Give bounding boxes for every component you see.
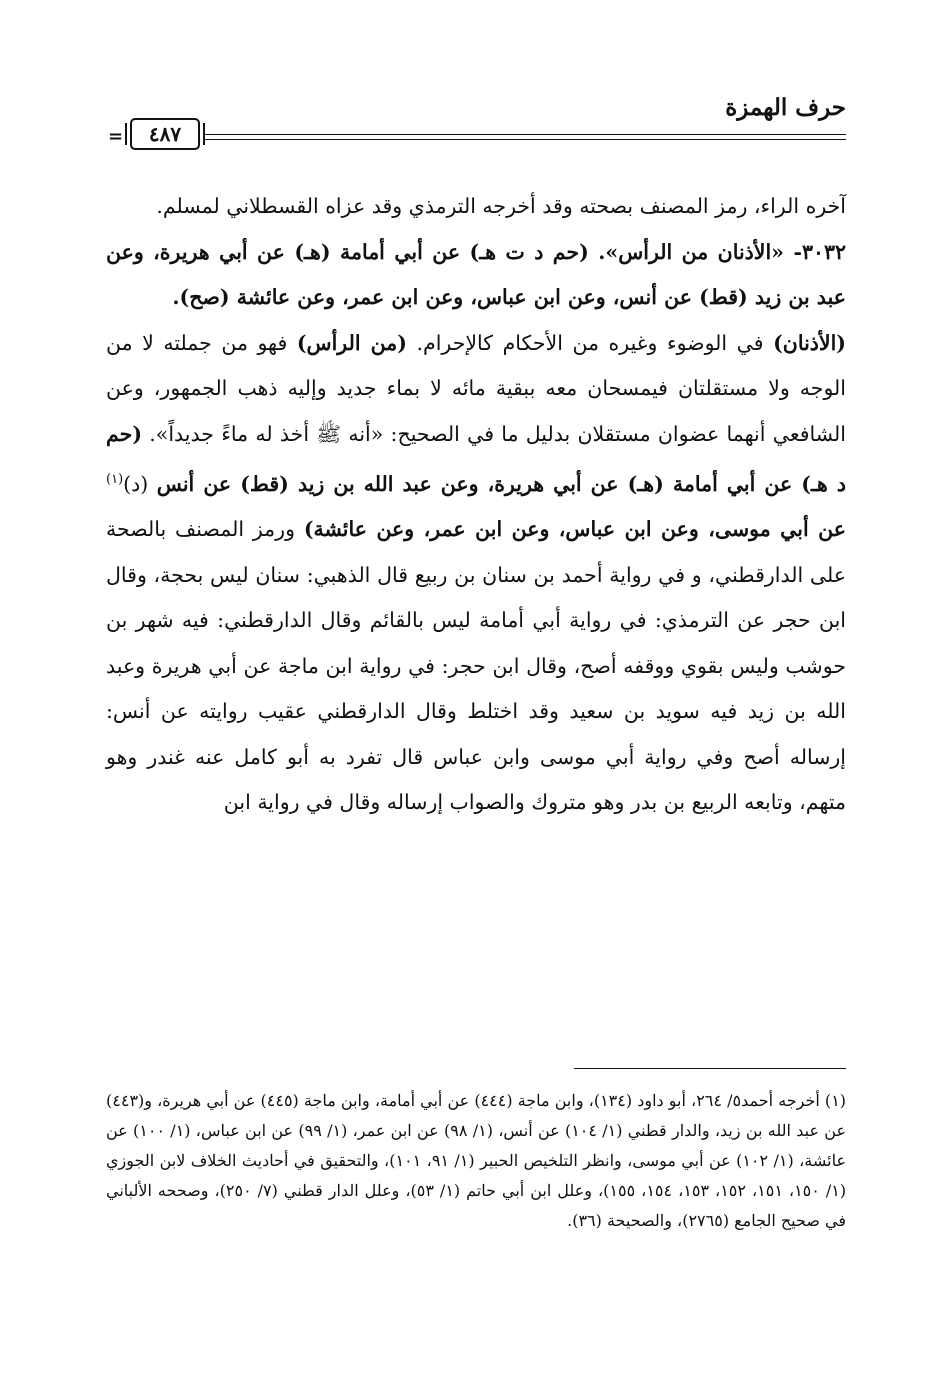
hadith-entry: ٣٠٣٢- «الأذنان من الرأس». (حم د ت هـ) عن أبي أمامة (هـ) عن أبي هريرة، وعن عبد بن زيد (قط) عن أنس، وعن ابن عباس، وعن ابن عمر، وعن عائشة (صح). — [106, 239, 846, 309]
double-rule — [204, 134, 846, 140]
commentary-paragraph — [106, 321, 846, 826]
bold-term: (من الرأس) — [296, 330, 407, 355]
footnote — [106, 1086, 846, 1236]
bold-citation: عن أبي موسى، وعن ابن عباس، وعن ابن عمر، وعن عائشة) — [303, 517, 846, 542]
paragraph-1: آخره الراء، رمز المصنف بصحته وقد أخرجه الترمذي وقد عزاه القسطلاني لمسلم. — [156, 194, 846, 218]
page-number — [130, 118, 200, 150]
text-run: في الوضوء وغيره من الأحكام كالإحرام. — [406, 330, 774, 355]
main-text — [106, 184, 846, 826]
text-run: فهو من جملته لا من الوجه ولا مستقلتان فيمسحان معه ببقية مائه لا بماء جديد وإليه ذهب الجمهور، وعن الشافعي أنهما عضوان مستقلان بدليل ما في الصحيح: «أنه ﷺ أخذ له ماءً جديداً». — [106, 330, 846, 446]
page-header — [108, 92, 846, 152]
footnote-text: (١) أخرجه أحمد٥/ ٢٦٤، أبو داود (١٣٤)، وابن ماجة (٤٤٤) عن أبي أمامة، وابن ماجة (٤٤٥) عن أبي هريرة، و(٤٤٣) عن عبد الله بن زيد، والدار قطني (١/ ١٠٤) عن أنس، (١/ ٩٨) عن ابن عمر، (١/ ٩٩) عن ابن عباس، (١/ ١٠٠) عن عائشة، (١/ ١٠٢) عن أبي موسى، وانظر التلخيص الحبير (١/ ٩١، ١٠١)، والتحقيق في أحاديث الخلاف لابن الجوزي (١/ ١٥٠، ١٥١، ١٥٢، ١٥٣، ١٥٤، ١٥٥)، وعلل ابن أبي حاتم (١/ ٥٣)، وعلل الدار قطني (٧/ ٢٥٠)، وصححه الألباني في صحيح الجامع (٢٧٦٥)، والصحيحة (٣٦). — [106, 1091, 847, 1230]
bold-citation: (حم د هـ) عن أبي أمامة (هـ) عن أبي هريرة، وعن عبد الله بن زيد (قط) عن أنس — [106, 421, 846, 496]
text-run: (د) — [123, 471, 157, 496]
footnote-marker[interactable]: (١) — [106, 472, 124, 487]
rule-cap: = — [108, 126, 124, 147]
header-rule — [108, 122, 846, 147]
text-run: ورمز المصنف بالصحة على الدارقطني، و في رواية أحمد بن سنان بن ربيع قال الذهبي: سنان ليس بحجة، وقال ابن حجر عن الترمذي: في رواية أبي أمامة ليس بالقائم وقال الدارقطني: فيه شهر بن حوشب وليس بقوي ووقفه أصح، وقال ابن حجر: في رواية ابن ماجة عن أبي هريرة وعبد الله بن زيد فيه سويد بن سعيد وقد اختلط وقال الدارقطني عقيب روايته عن أنس: إرساله أصح وفي رواية أبي موسى وابن عباس قال تفرد به أبو كامل عنه غندر وهو متهم، وتابعه الربيع بن بدر وهو متروك والصواب إرساله وقال في رواية ابن — [106, 517, 846, 815]
running-title: حرف الهمزة — [725, 94, 846, 121]
bold-term: (الأذنان) — [773, 330, 846, 355]
page-number-text: ٤٨٧ — [148, 122, 182, 146]
footnote-separator — [574, 1068, 846, 1069]
